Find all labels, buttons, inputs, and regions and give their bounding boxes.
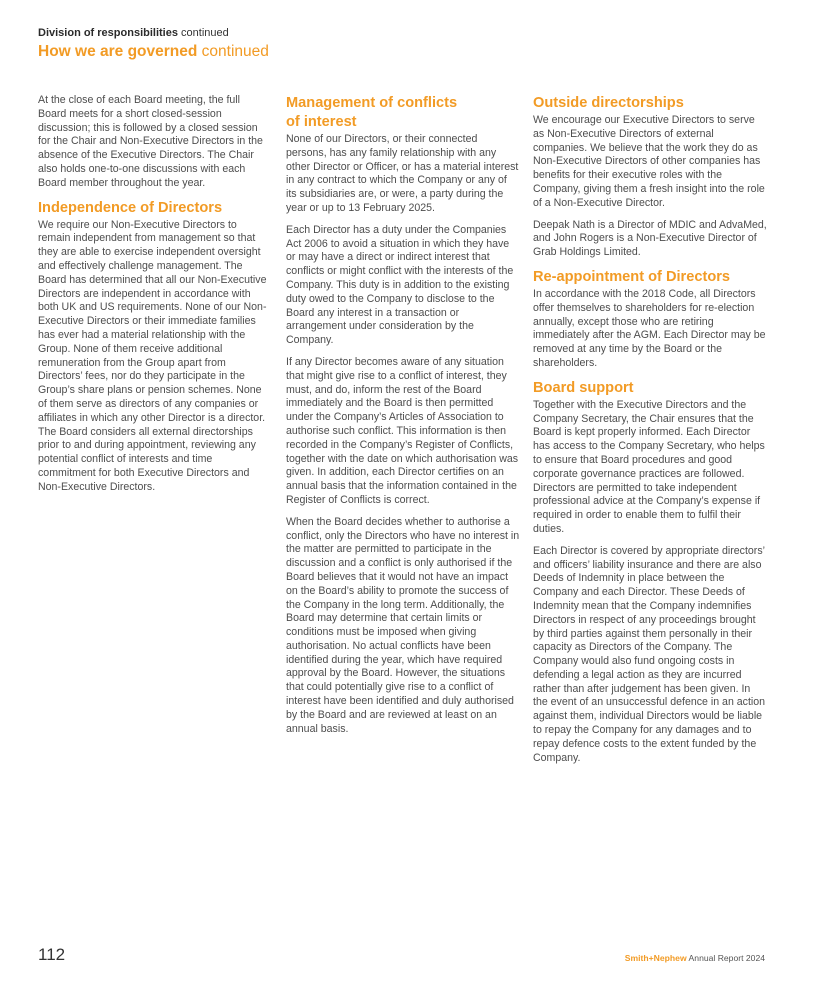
page-number: 112 (38, 945, 66, 964)
heading-conflicts-line2: of interest (286, 114, 357, 130)
page-header (38, 26, 269, 63)
heading-independence: Independence of Directors (38, 199, 223, 216)
footer-brand (625, 953, 765, 963)
reappointment-paragraph: In accordance with the 2018 Code, all Directors offer themselves to shareholders for re-election annually, except those who are retiring immediately after the AGM. Each Director may be removed at any time by the Board or the shareholders. (533, 287, 766, 369)
heading-outside-directorships: Outside directorships (533, 95, 684, 111)
conflicts-paragraph-1: None of our Directors, or their connected persons, has any family relationship with any other Director or Officer, or has a material interest in any contract to which the Company or any of its subsidiaries are, or were, a party during the year or up to 13 February 2025. (286, 133, 519, 214)
heading-board-support: Board support (533, 379, 634, 396)
board-support-paragraph-1: Together with the Executive Directors and the Company Secretary, the Chair ensures that the Board is kept properly informed. Each Director has access to the Company Secretary, who helps to ensure that Board procedures and good corporate governance practices are followed. Directors are permitted to take independent professional advice at the Company’s expense if required in order to enable them to fulfil their duties. (533, 398, 765, 535)
report-title: Annual Report 2024 (686, 953, 765, 963)
heading-conflicts-line1: Management of conflicts (286, 95, 458, 111)
page-title-continued: continued (197, 43, 269, 60)
outside-paragraph-1: We encourage our Executive Directors to serve as Non-Executive Directors of external companies. We believe that the work they do as Non-Executive Directors of other companies has benefits for their executive roles with the Company, giving them a fresh insight into the role of a Non-Executive Director. (533, 114, 765, 209)
page-title-main: How we are governed (38, 43, 198, 60)
heading-conflicts (286, 94, 520, 132)
brand-name: Smith+Nephew (624, 953, 687, 963)
column-middle (286, 94, 520, 744)
column-right (533, 94, 767, 773)
board-support-paragraph-2: Each Director is covered by appropriate directors’ and officers’ liability insurance and there are also Deeds of Indemnity in place between the Company and each Director. These Deeds of Indemnity mean that the Company indemnifies Directors in respect of any proceedings brought by third parties against them personally in their capacity as Directors of the Company. The Company would also fund ongoing costs in defending a legal action as they are incurred rather than after judgement has been given. In the event of an unsuccessful defence in an action against them, individual Directors would be liable to repay the Company for any damages and to repay defence costs to the extent funded by the Company. (533, 544, 766, 764)
section-name: Division of responsibilities (38, 27, 178, 39)
board-meeting-paragraph: At the close of each Board meeting, the full Board meets for a short closed-session discussion; this is followed by a closed session for the Chair and Non-Executive Directors in the absence of the Executive Directors. The Chair also holds one-to-one discussions with each Board member throughout the year. (38, 94, 263, 189)
conflicts-paragraph-4: When the Board decides whether to authorise a conflict, only the Directors who have no interest in the matter are permitted to participate in the discussion and a conflict is only authorised if the Board believes that it would not have an impact on the Board’s ability to promote the success of the Company in the long term. Additionally, the Board may determine that certain limits or conditions must be imposed when giving authorisation. No actual conflicts have been identified during the year, which have required approval by the Board. However, the situations that could potentially give rise to a conflict of interest have been identified and duly authorised by the Board and are reviewed at least on an annual basis. (286, 515, 520, 735)
column-left (38, 94, 270, 503)
heading-reappointment: Re-appointment of Directors (533, 268, 731, 285)
conflicts-paragraph-3: If any Director becomes aware of any situation that might give rise to a conflict of interest, they must, and do, inform the rest of the Board immediately and the Board is then permitted under the Company’s Articles of Association to authorise such conflict. This information is then recorded in the Company’s Register of Conflicts, together with the date on which authorisation was given. In addition, each Director certifies on an annual basis that the information contained in the Register of Conflicts is correct. (286, 355, 519, 506)
independence-paragraph: We require our Non-Executive Directors to remain independent from management so that they are able to exercise independent oversight and effectively challenge management. The Board has determined that all our Non-Executive Directors are independent in accordance with both UK and US requirements. None of our Non-Executive Directors or their immediate families has ever had a material relationship with the Group. None of them receive additional remuneration from the Group apart from Directors’ fees, nor do they participate in the Group’s share plans or pension schemes. None of them serve as directors of any companies or affiliates in which any other Director is a director. The Board considers all external directorships prior to and during appointment, reviewing any potential conflict of interests and time commitment for both Executive Directors and Non-Executive Directors. (38, 218, 267, 493)
section-breadcrumb (38, 26, 269, 40)
page-title (38, 41, 269, 63)
conflicts-paragraph-2: Each Director has a duty under the Companies Act 2006 to avoid a situation in which they have or may have a direct or indirect interest that conflicts or might conflict with the interests of the Company. This duty is in addition to the existing duty owed to the Company to disclose to the Board any interest in a transaction or arrangement under consideration by the Company. (286, 223, 514, 347)
outside-paragraph-2: Deepak Nath is a Director of MDIC and AdvaMed, and John Rogers is a Non-Executive Director of Grab Holdings Limited. (533, 218, 767, 259)
section-continued: continued (177, 27, 229, 39)
